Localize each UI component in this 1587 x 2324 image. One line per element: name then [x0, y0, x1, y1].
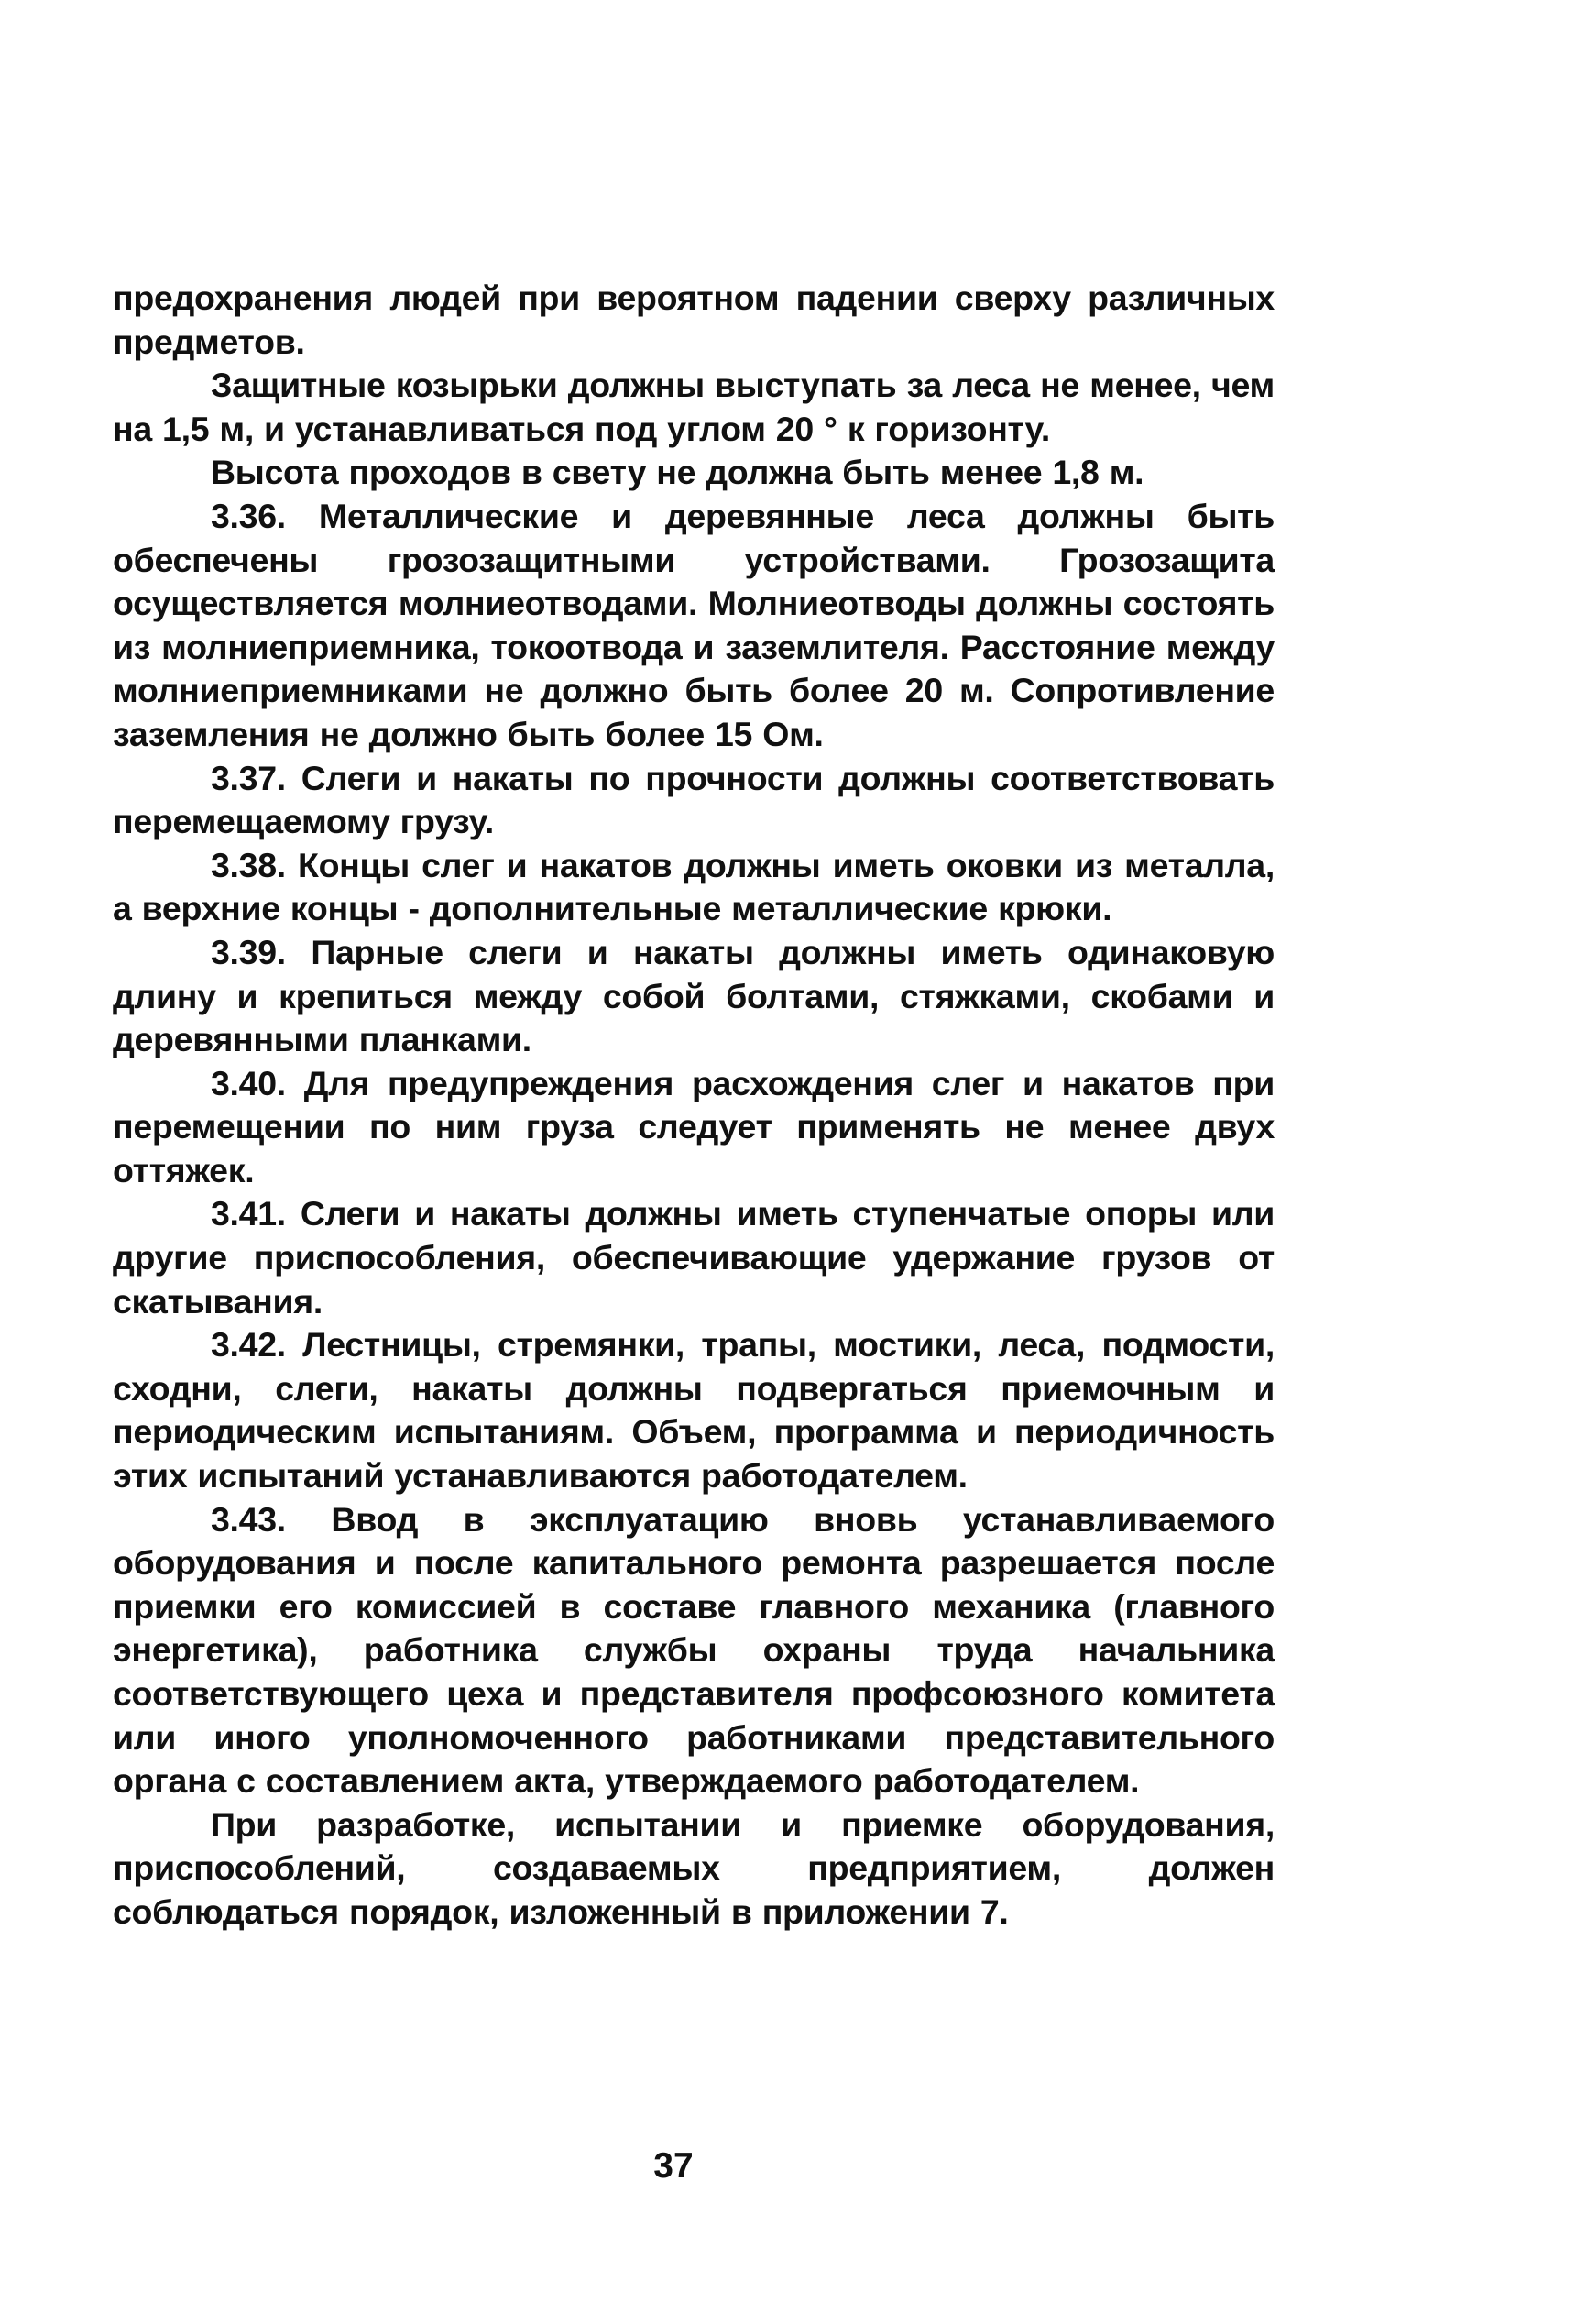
- paragraph-3-40: 3.40. Для предупреждения расхождения слег и накатов при перемещении по ним груза следует применять не менее двух оттяжек.: [113, 1063, 1275, 1189]
- paragraph-3-37: 3.37. Слеги и накаты по прочности должны соответствовать перемещаемому грузу.: [113, 758, 1275, 841]
- paragraph-3-43: 3.43. Ввод в эксплуатацию вновь устанавливаемого оборудования и после капитального ремонта разрешается после приемки его комиссией в составе главного механика (главного энергетика), работника службы охраны труда начальника соответствующего цеха и представителя профсоюзного комитета или иного уполномоченного работниками представительного органа с составлением акта, утверждаемого работодателем.: [113, 1499, 1275, 1801]
- paragraph-3-38: 3.38. Концы слег и накатов должны иметь оковки из металла, а верхние концы - дополнительные металлические крюки.: [113, 845, 1275, 928]
- body-text: [113, 277, 1275, 1935]
- paragraph-3-41: 3.41. Слеги и накаты должны иметь ступенчатые опоры или другие приспособления, обеспечивающие удержание грузов от скатывания.: [113, 1194, 1275, 1321]
- paragraph-3-42: 3.42. Лестницы, стремянки, трапы, мостики, леса, подмости, сходни, слеги, накаты должны подвергаться приемочным и периодическим испытаниям. Объем, программа и периодичность этих испытаний устанавливаются работодателем.: [113, 1325, 1275, 1496]
- paragraph-appendix-7: При разработке, испытании и приемке оборудования, приспособлений, создаваемых предприятием, должен соблюдаться порядок, изложенный в приложении 7.: [113, 1804, 1275, 1931]
- paragraph-3-39: 3.39. Парные слеги и накаты должны иметь одинаковую длину и крепиться между собой болтами, стяжками, скобами и деревянными планками.: [113, 932, 1275, 1059]
- paragraph-passage-height: Высота проходов в свету не должна быть менее 1,8 м.: [211, 453, 1144, 492]
- page-number: 37: [653, 2146, 694, 2186]
- paragraph-3-36: 3.36. Металлические и деревянные леса должны быть обеспечены грозозащитными устройствами. Грозозащита осуществляется молниеотводами. Молниеотводы должны состоять из молниеприемника, токоотвода и заземлителя. Расстояние между молниеприемниками не должно быть более 20 м. Сопротивление заземления не должно быть более 15 Ом.: [113, 496, 1275, 753]
- paragraph-protective-visors: Защитные козырьки должны выступать за леса не менее, чем на 1,5 м, и устанавливаться под углом 20 ° к горизонту.: [113, 366, 1275, 448]
- paragraph-continuation: предохранения людей при вероятном падении сверху различных предметов.: [113, 279, 1275, 361]
